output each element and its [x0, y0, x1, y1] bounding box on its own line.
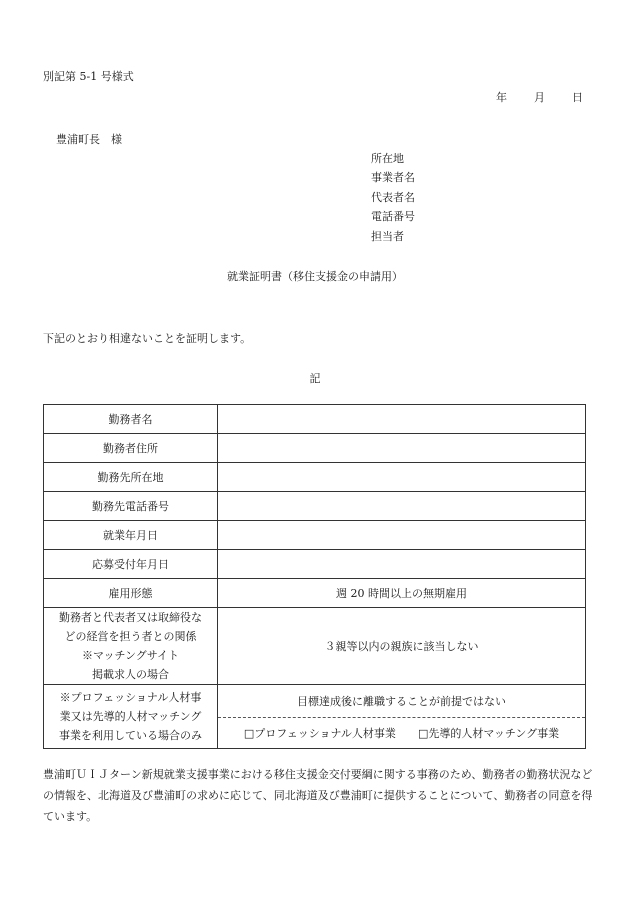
date-month-label: 月 [534, 91, 545, 104]
relation-label-line: ※マッチングサイト [81, 649, 180, 662]
date-line [496, 89, 583, 105]
application-date-field[interactable] [218, 550, 586, 579]
form-number: 別記第 5-1 号様式 [43, 70, 134, 83]
professional-label [44, 685, 218, 749]
professional-checkboxes [218, 718, 586, 749]
row-label: 応募受付年月日 [44, 550, 218, 579]
row-label: 勤務先所在地 [44, 463, 218, 492]
professional-label-line: 業又は先導的人材マッチング [59, 710, 202, 723]
row-label: 勤務者名 [44, 405, 218, 434]
row-label: 勤務先電話番号 [44, 492, 218, 521]
table-row [44, 463, 586, 492]
date-year-label: 年 [496, 91, 507, 104]
table-row [44, 521, 586, 550]
relation-label-line: どの経営を担う者との関係 [64, 630, 197, 643]
worker-name-field[interactable] [218, 405, 586, 434]
certification-statement: 下記のとおり相違ないことを証明します。 [43, 332, 252, 345]
professional-talent-checkbox[interactable]: □プロフェッショナル人材事業 [243, 726, 396, 740]
employment-certificate-table [43, 404, 586, 749]
sender-field-address: 所在地 [371, 152, 404, 165]
employment-date-field[interactable] [218, 521, 586, 550]
workplace-address-field[interactable] [218, 463, 586, 492]
consent-paragraph: 豊浦町ＵＩＪターン新規就業支援事業における移住支援金交付要綱に関する事務のため、勤務者の勤務状況などの情報を、北海道及び豊浦町の求めに応じて、同北海道及び豊浦町に提供することについて、勤務者の同意を得ています。 [43, 768, 593, 823]
professional-label-line: 事業を利用している場合のみ [59, 729, 202, 742]
relation-label-line: 勤務者と代表者又は取締役な [59, 611, 202, 624]
table-row [44, 579, 586, 608]
row-label: 雇用形態 [44, 579, 218, 608]
sender-field-phone: 電話番号 [371, 210, 415, 223]
relation-value: ３親等以内の親族に該当しない [218, 608, 586, 685]
relation-label [44, 608, 218, 685]
leading-matching-checkbox[interactable]: □先導的人材マッチング事業 [417, 726, 560, 740]
table-row [44, 492, 586, 521]
table-row-relation [44, 608, 586, 685]
document-title: 就業証明書（移住支援金の申請用） [227, 270, 403, 283]
relation-label-line: 掲載求人の場合 [92, 668, 169, 681]
date-day-label: 日 [572, 91, 583, 104]
workplace-phone-field[interactable] [218, 492, 586, 521]
ki-heading: 記 [309, 372, 321, 385]
row-label: 勤務者住所 [44, 434, 218, 463]
addressee: 豊浦町長 様 [56, 133, 122, 146]
row-label: 就業年月日 [44, 521, 218, 550]
professional-condition-value: 目標達成後に離職することが前提ではない [218, 685, 586, 718]
employment-type-value: 週 20 時間以上の無期雇用 [218, 579, 586, 608]
table-row [44, 550, 586, 579]
professional-label-line: ※プロフェッショナル人材事 [59, 691, 202, 704]
worker-address-field[interactable] [218, 434, 586, 463]
sender-field-company: 事業者名 [371, 171, 415, 184]
sender-field-representative: 代表者名 [371, 191, 415, 204]
sender-field-contact: 担当者 [371, 230, 404, 243]
table-row [44, 434, 586, 463]
table-row [44, 405, 586, 434]
table-row-professional [44, 685, 586, 718]
